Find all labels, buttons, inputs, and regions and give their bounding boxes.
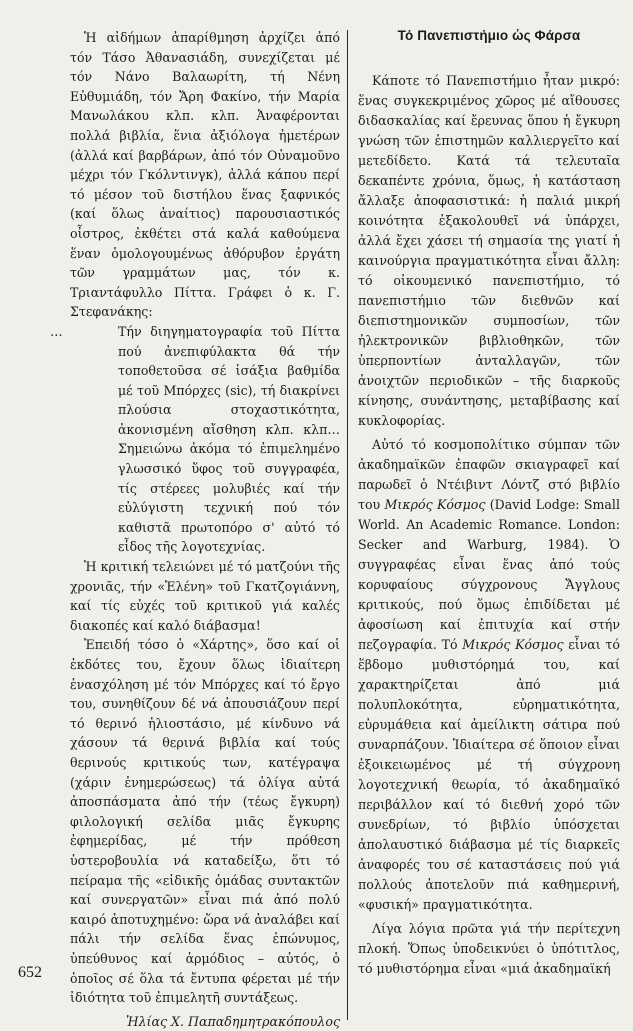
page-number: 652: [18, 964, 42, 981]
book-title-2: Μικρός Κόσμος: [462, 637, 564, 652]
column-divider: [347, 30, 348, 1020]
right-paragraph-2-part-a: Αὐτό τό κοσμοπολίτικο σύμπαν τῶν ἀκαδημαϊκῶν ἐπαφῶν σκιαγραφεῖ καί παρωδεῖ ὁ Ντέιβιντ Λόντζ στό βιβλίο του: [358, 437, 620, 512]
author-signature: Ἠλίας Χ. Παπαδημητρακόπουλος: [126, 1013, 340, 1029]
right-paragraph-2: [358, 435, 620, 915]
right-column: [358, 28, 620, 979]
left-paragraph-1: Ἡ αἰδήμων ἀπαρίθμηση ἀρχίζει ἀπό τόν Τάσο Ἀθανασιάδη, συνεχίζεται μέ τόν Νάνο Βαλαωρίτη, τή Νένη Εὐθυμιάδη, τόν Ἄρη Φακίνο, τήν Μαρία Μανωλάκου κλπ. κλπ. Ἀναφέρονται πολλά βιβλία, ἕνια ἀξιόλογα ἡμετέρων (ἀλλά καί βαρβάρων, ἀπό τόν Οὐναμοῦνο μέχρι τόν Γκόλντινγκ), ἀλλά κάπου περί τό μέσον τοῦ διστήλου ἕνας ξαφνικός (καί ὅλως ἀναίτιος) παρουσιαστικός οἶστρος, ἐκθέτει στά καλά καθούμενα ἕναν ὁμολογουμένως ἀθόρυβον ἐργάτη τῶν γραμμάτων μας, τόν κ. Τριαντάφυλλο Πίττα. Γράφει ὁ κ. Γ. Στεφανάκης:: [70, 30, 340, 320]
article-title: Τό Πανεπιστήμιο ὡς Φάρσα: [397, 28, 581, 43]
book-title-1: Μικρός Κόσμος: [384, 497, 486, 512]
right-paragraph-2-part-c: εἶναι τό ἕβδομο μυθιστόρημά του, καί χαρακτηρίζεται ἀπό μιά πολυπλοκότητα, εὐρηματικότητα, εὐρυμάθεια καί ἀμείλικτη σάτιρα πού συναρπάζουν. Ἰδιαίτερα σέ ὅποιον εἶναι ἐξοικειωμένος μέ τή σύγχρονη λογοτεχνική θεωρία, τό ἀκαδημαϊκό περιβάλλον καί τό διεθνή χορό τῶν συνεδρίων, τό βιβλίο ὑπόσχεται ἀπολαυστικό διάβασμα μέ τίς διαρκεῖς ἀναφορές του σέ καταστάσεις πού γιά πολλούς ἀποτελοῦν πιά καθημερινή, «φυσική» πραγματικότητα.: [358, 637, 620, 912]
quote-text: Τήν διηγηματογραφία τοῦ Πίττα πού ἀνεπιφύλακτα θά τήν τοποθετοῦσα σέ ἰσάξια βαθμίδα μέ τοῦ Μπόρχες (sic), τή διακρίνει πλούσια στοχαστικότητα, ἀκονισμένη αἴσθηση κλπ. κλπ… Σημειώνω ἀκόμα τό ἐπιμελημένο γλωσσικό ὕφος τοῦ συγγραφέα, τίς στέρεες μολυβιές καί τήν εὐλύγιστη τεχνική πού τόν καθιστᾶ πρωτοπόρο σ' αὐτό τό εἶδος τῆς λογοτεχνίας.: [118, 323, 340, 555]
left-paragraph-3: Ἐπειδή τόσο ὁ «Χάρτης», ὅσο καί οἱ ἐκδότες του, ἔχουν ὅλως ἰδιαίτερη ἐνασχόληση μέ τόν Μπόρχες καί τό ἔργο του, συνηθίζουν δέ νά ἀπουσιάζουν περί τό θερινό ἡλιοστάσιο, μέ κίνδυνο νά χάσουν τά θερινά βιβλία καί τούς θερινούς κριτικούς των, κατέγραψα (χάριν ἐνημερώσεως) τά ὀλίγα αὐτά ἀποσπάσματα ἀπό τήν (τέως ἔγκυρη) φιλολογική σελίδα μιᾶς ἔγκυρης ἐφημερίδας, μέ τήν πρόθεση ὑστεροβουλία νά καταδείξω, ὅτι τό πείραμα τῆς «εἰδικῆς ὁμάδας συντακτῶν καί συνεργατῶν» εἶναι πιά ἀπό πολύ καιρό ἀποτυχημένο: ὥρα νά ἀναλάβει καί πάλι τήν σελίδα ἕνας ἐπώνυμος, ὑπεύθυνος καί ἁρμόδιος – αὐτός, ὁ ὁποῖος σέ ὅλα τά ἔντυπα φέρεται μέ τήν ἰδιότητα τοῦ ἐπιμελητῆ συντάξεως.: [70, 637, 340, 1006]
right-paragraph-3: Λίγα λόγια πρῶτα γιά τήν περίτεχνη πλοκή. Ὅπως ὑποδεικνύει ὁ ὑπότιτλος, τό μυθιστόρημα εἶναι «μιά ἀκαδημαϊκή: [358, 921, 620, 976]
left-paragraph-2: Ἡ κριτική τελειώνει μέ τό ματζούνι τῆς χρονιᾶς, τήν «Ἑλένη» τοῦ Γκατζογιάννη, καί τίς εὐχές τοῦ κριτικοῦ γιά καλές διακοπές καί καλό διάβασμα!: [70, 559, 340, 633]
right-paragraph-2-part-b: (David Lodge: Small World. An Academic Romance. London: Secker and Warburg, 1984). Ὁ συγγραφέας εἶναι ἕνας ἀπό τούς κορυφαίους σύγχρονους Ἄγγλους κριτικούς, πού ὅμως ἐπιδίδεται μέ ἀφοσίωση καί ἐπιτυχία καί στήν πεζογραφία. Τό: [358, 497, 620, 652]
quote-ellipsis: …: [50, 323, 63, 339]
left-column: [50, 28, 340, 1031]
right-paragraph-1: Κάποτε τό Πανεπιστήμιο ἦταν μικρό: ἕνας συγκεκριμένος χῶρος μέ αἴθουσες διδασκαλίας καί ἔρευνας ὅπου ἡ ἔγκυρη γνώση τῶν ἐπιστημῶν καλλιεργεῖτο καί μετεδίδετο. Κατά τά τελευταῖα δεκαπέντε χρόνια, ὅμως, ἡ κατάσταση ἄλλαξε ἀποφασιστικά: ἡ παλιά μικρή κοινότητα ἐξακολουθεῖ νά ὑπάρχει, ἀλλά ἔχει χάσει τή σημασία της γιατί ἡ καινούργια πραγματικότητα εἶναι ἄλλη: τό οἰκουμενικό πανεπιστήμιο, τό πανεπιστήμιο τῶν διεθνῶν καί διεπιστημονικῶν συμποσίων, τῶν ἠλεκτρονικῶν βιβλιοθηκῶν, τῶν ὑπερποντίων ἀνταλλαγῶν, τῶν ἀνοιχτῶν περιοδικῶν – τῆς διαρκοῦς κίνησης, συνάντησης, μεταβίβασης καί κυκλοφορίας.: [358, 73, 620, 428]
block-quote: [50, 322, 340, 557]
